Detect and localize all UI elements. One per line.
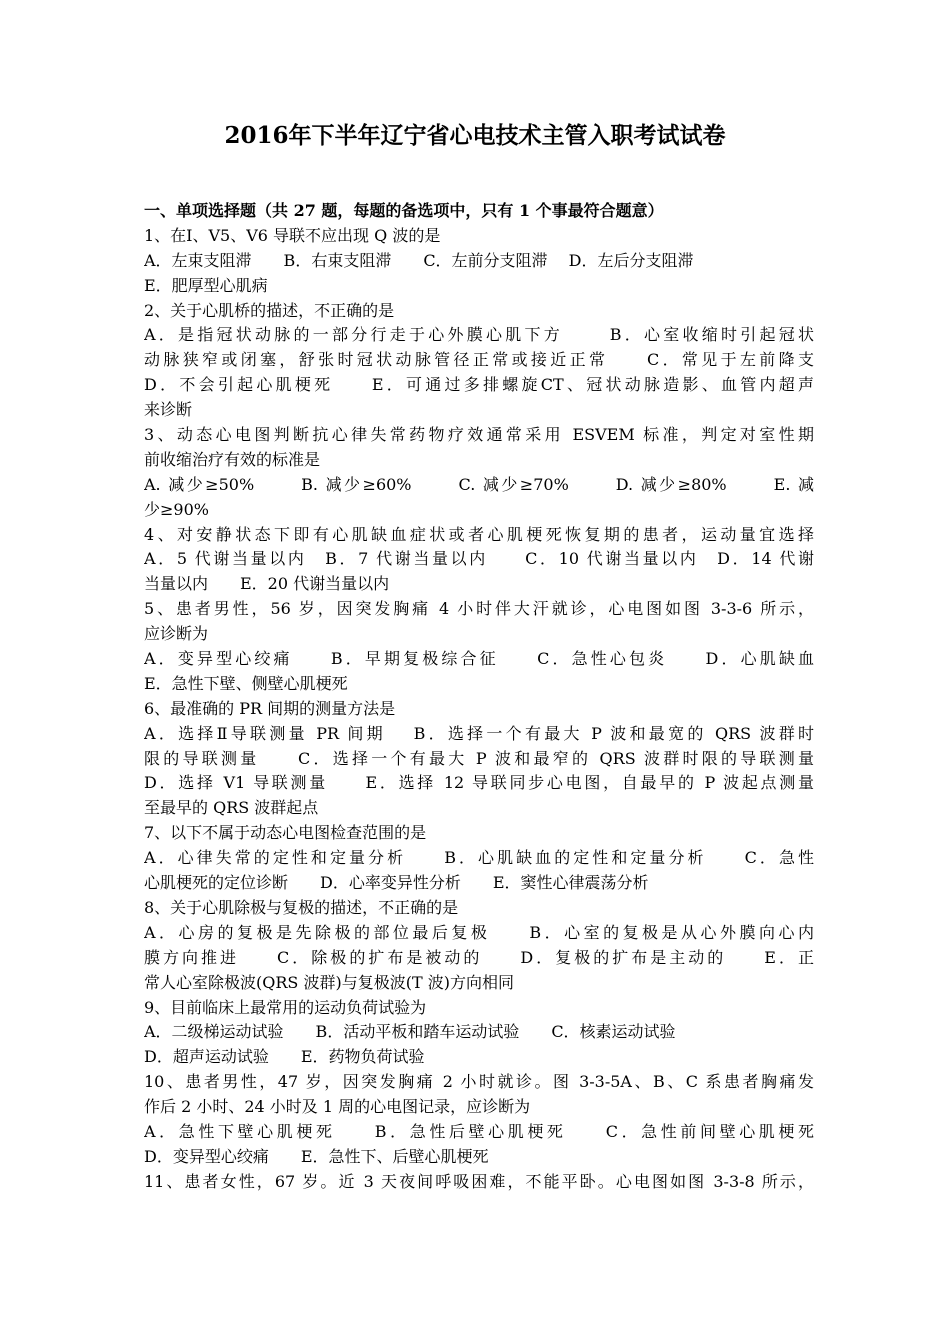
question-stem: 8、关于心肌除极与复极的描述，不正确的是 (144, 897, 459, 917)
question-stem: 7、以下不属于动态心电图检查范围的是 (144, 823, 427, 843)
answer-options: D．超声运动试验 E．药物负荷试验 (144, 1047, 425, 1067)
question-stem: 6、最准确的 PR 间期的测量方法是 (144, 698, 396, 718)
question-stem: 应诊断为 (144, 624, 209, 644)
question-stem: 2、关于心肌桥的描述，不正确的是 (144, 300, 395, 320)
answer-options: E．肥厚型心肌病 (144, 275, 268, 295)
answer-options: E．急性下壁、侧壁心肌梗死 (144, 673, 348, 693)
answer-options: A．选择Ⅱ导联测量 PR 间期 B．选择一个有最大 P 波和最宽的 QRS 波群时 (144, 723, 814, 743)
question-stem: 作后 2 小时、24 小时及 1 周的心电图记录，应诊断为 (144, 1097, 531, 1117)
question-stem: 11、患者女性，67 岁。近 3 天夜间呼吸困难，不能平卧。心电图如图 3-3-8 所示， (144, 1171, 814, 1191)
answer-options: D．不会引起心肌梗死 E．可通过多排螺旋CT、冠状动脉造影、血管内超声 (144, 375, 814, 395)
question-stem: 5、患者男性，56 岁，因突发胸痛 4 小时伴大汗就诊，心电图如图 3-3-6 所示， (144, 599, 814, 619)
section-header: 一、单项选择题（共 27 题，每题的备选项中，只有 1 个事最符合题意） (144, 201, 664, 220)
question-stem: 前收缩治疗有效的标准是 (144, 449, 321, 469)
question-stem: 1、在Ⅰ、V5、V6 导联不应出现 Q 波的是 (144, 225, 441, 245)
answer-options: A．心房的复极是先除极的部位最后复极 B．心室的复极是从心外膜向心内 (144, 922, 814, 942)
answer-options: A．二级梯运动试验 B．活动平板和踏车运动试验 C．核素运动试验 (144, 1022, 676, 1042)
answer-options: 心肌梗死的定位诊断 D．心率变异性分析 E．窦性心律震荡分析 (144, 873, 649, 893)
answer-options: 常人心室除极波(QRS 波群)与复极波(T 波)方向相同 (144, 972, 514, 992)
answer-options: 当量以内 E．20 代谢当量以内 (144, 574, 390, 594)
answer-options: A．心律失常的定性和定量分析 B．心肌缺血的定性和定量分析 C．急性 (144, 848, 814, 868)
answer-options: 限的导联测量 C．选择一个有最大 P 波和最窄的 QRS 波群时限的导联测量 (144, 748, 814, 768)
answer-options: 膜方向推进 C．除极的扩布是被动的 D．复极的扩布是主动的 E．正 (144, 947, 814, 967)
answer-options: A．左束支阻滞 B．右束支阻滞 C．左前分支阻滞 D．左后分支阻滞 (144, 250, 694, 270)
question-stem: 10、患者男性，47 岁，因突发胸痛 2 小时就诊。图 3-3-5A、B、C 系患者胸痛发 (144, 1072, 814, 1092)
question-stem: 3、动态心电图判断抗心律失常药物疗效通常采用 ESVEM 标准，判定对室性期 (144, 425, 814, 445)
document-title: 2016年下半年辽宁省心电技术主管入职考试试卷 (224, 122, 726, 149)
answer-options: D．变异型心绞痛 E．急性下、后壁心肌梗死 (144, 1146, 489, 1166)
answer-options: A．急性下壁心肌梗死 B．急性后壁心肌梗死 C．急性前间壁心肌梗死 (144, 1121, 814, 1141)
question-stem: 4、对安静状态下即有心肌缺血症状或者心肌梗死恢复期的患者，运动量宜选择 (144, 524, 814, 544)
answer-options: D．选择 V1 导联测量 E．选择 12 导联同步心电图，自最早的 P 波起点测量 (144, 773, 814, 793)
answer-options: A．5 代谢当量以内 B．7 代谢当量以内 C．10 代谢当量以内 D．14 代谢 (144, 549, 814, 569)
answer-options: A．是指冠状动脉的一部分行走于心外膜心肌下方 B．心室收缩时引起冠状 (144, 325, 814, 345)
answer-options: A．变异型心绞痛 B．早期复极综合征 C．急性心包炎 D．心肌缺血 (144, 649, 814, 669)
answer-options: A. 减少≥50% B. 减少≥60% C. 减少≥70% D. 减少≥80% E. 减 (144, 474, 814, 494)
answer-options: 动脉狭窄或闭塞，舒张时冠状动脉管径正常或接近正常 C．常见于左前降支 (144, 350, 814, 370)
question-list (144, 199, 814, 1195)
question-stem: 9、目前临床上最常用的运动负荷试验为 (144, 997, 427, 1017)
answer-options: 来诊断 (144, 400, 193, 420)
answer-options: 至最早的 QRS 波群起点 (144, 798, 319, 818)
answer-options: 少≥90% (144, 499, 209, 519)
